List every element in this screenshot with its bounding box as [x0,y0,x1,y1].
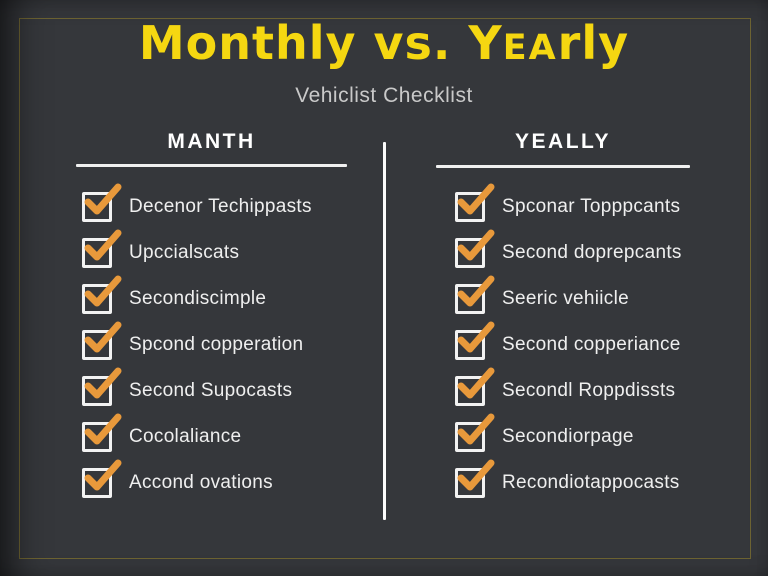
checklist-item-label: Secondl Roppdissts [502,380,676,401]
checkbox-checked [82,330,112,360]
check-icon [83,414,121,446]
checklist-item-label: Accond ovations [129,472,273,493]
check-icon [456,322,494,354]
check-icon [83,368,121,400]
checklist-item-label: Second copperiance [502,334,681,355]
checkbox-checked [82,468,112,498]
list-item [82,468,312,498]
checkbox-checked [82,422,112,452]
checkbox-checked [82,284,112,314]
header-underline-left [76,164,347,167]
checkbox-checked [455,330,485,360]
checkbox-checked [82,238,112,268]
checklist-item-label: Cocolaliance [129,426,242,447]
list-item [455,422,682,452]
checkbox-checked [455,422,485,452]
list-item [82,192,312,222]
title-part2-initial: Y [468,16,503,70]
checklist-right [455,192,682,498]
check-icon [83,276,121,308]
checkbox-checked [455,238,485,268]
checklist-item-label: Seeric vehiicle [502,288,629,309]
checklist-item-label: Secondiorpage [502,426,634,447]
checklist-item-label: Second Supocasts [129,380,293,401]
checkbox-checked [82,192,112,222]
list-item [82,330,312,360]
column-divider [383,142,386,520]
checklist-item-label: Second doprepcants [502,242,682,263]
checklist-item-label: Spcond copperation [129,334,304,355]
checklist-item-label: Recondiotappocasts [502,472,680,493]
list-item [455,192,682,222]
list-item [82,238,312,268]
checklist-left [82,192,312,498]
list-item [82,376,312,406]
check-icon [456,230,494,262]
checkbox-checked [455,284,485,314]
check-icon [456,414,494,446]
check-icon [456,276,494,308]
checkbox-checked [82,376,112,406]
title-part2-rest: rly [557,16,630,70]
check-icon [83,460,121,492]
checklist-item-label: Decenor Techippasts [129,196,312,217]
column-header-monthly: MANTH [167,130,256,153]
column-header-yearly: YEALLY [515,130,611,153]
check-icon [83,322,121,354]
title-part1: Monthly vs. [138,16,469,70]
list-item [455,330,682,360]
list-item [455,376,682,406]
list-item [82,422,312,452]
checklist-item-label: Spconar Topppcants [502,196,681,217]
checkbox-checked [455,376,485,406]
page-subtitle: Vehiclist Checklist [295,84,473,107]
check-icon [456,368,494,400]
checklist-item-label: Secondiscimple [129,288,267,309]
header-underline-right [436,165,690,168]
list-item [455,284,682,314]
page-title [0,16,768,70]
check-icon [83,230,121,262]
checkbox-checked [455,192,485,222]
checklist-item-label: Upccialscats [129,242,240,263]
list-item [455,468,682,498]
list-item [455,238,682,268]
title-part2-smallcaps: EA [502,28,558,68]
check-icon [83,184,121,216]
checkbox-checked [455,468,485,498]
list-item [82,284,312,314]
check-icon [456,184,494,216]
check-icon [456,460,494,492]
